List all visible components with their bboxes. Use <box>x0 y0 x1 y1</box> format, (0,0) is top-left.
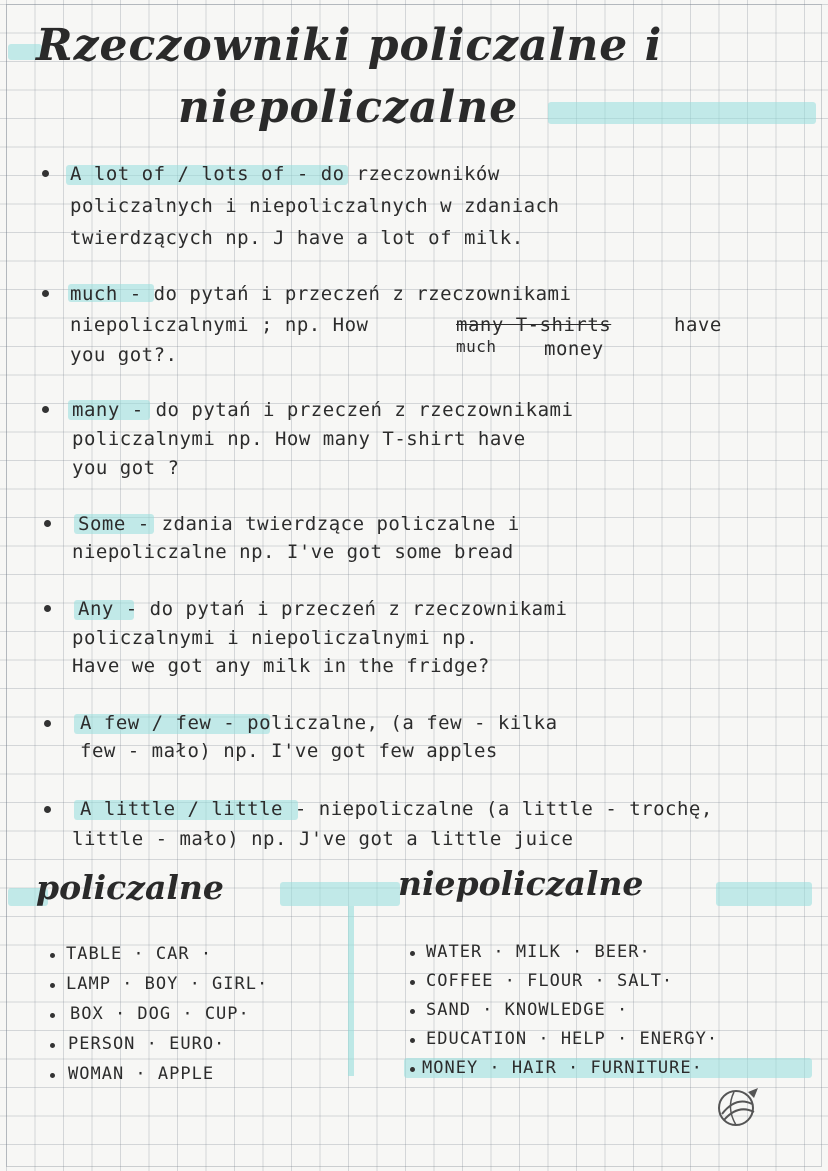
countable-row-3: BOX · DOG · CUP· <box>70 1004 250 1024</box>
rule-3-line-1: many - do pytań i przeczeń z rzeczownikami <box>72 399 574 421</box>
bullet-icon <box>410 951 415 956</box>
header-highlight-right <box>716 882 812 906</box>
bullet-icon <box>410 980 415 985</box>
bullet-icon <box>410 1067 415 1072</box>
uncountable-row-2: COFFEE · FLOUR · SALT· <box>426 971 674 991</box>
rule-4-line-1: Some - zdania twierdzące policzalne i <box>78 513 520 535</box>
rule-1-line-1: A lot of / lots of - do rzeczowników <box>70 163 500 185</box>
rule-2-line-2: niepoliczalnymi ; np. How <box>70 314 369 336</box>
rule-6-line-1: A few / few - policzalne, (a few - kilka <box>80 712 558 734</box>
bullet-icon <box>50 1013 55 1018</box>
uncountable-row-5: MONEY · HAIR · FURNITURE· <box>422 1058 703 1078</box>
globe-logo-icon <box>712 1084 762 1130</box>
bullet-icon <box>50 983 55 988</box>
page-title-line-2: niepoliczalne <box>178 82 519 133</box>
rule-1-line-3: twierdzących np. J have a lot of milk. <box>70 227 524 249</box>
bullet-icon <box>44 520 51 527</box>
header-highlight-mid <box>280 882 400 906</box>
rule-2-line-3: you got?. <box>70 344 178 366</box>
uncountable-row-3: SAND · KNOWLEDGE · <box>426 1000 629 1020</box>
rule-3-line-2: policzalnymi np. How many T-shirt have <box>72 428 526 450</box>
bullet-icon <box>44 605 51 612</box>
uncountable-header: niepoliczalne <box>398 864 644 903</box>
rule-6-line-2: few - mało) np. I've got few apples <box>80 740 498 762</box>
page-title-line-1: Rzeczowniki policzalne i <box>36 20 663 71</box>
bullet-icon <box>42 170 49 177</box>
column-divider <box>348 906 354 1076</box>
bullet-icon <box>44 720 51 727</box>
countable-row-5: WOMAN · APPLE <box>68 1064 215 1084</box>
bullet-icon <box>50 953 55 958</box>
rule-2-after-struck: have <box>674 314 722 336</box>
bullet-icon <box>50 1073 55 1078</box>
countable-header: policzalne <box>36 868 224 907</box>
rule-2-correction-2: money <box>544 338 604 360</box>
title-highlight-right <box>548 102 816 124</box>
bullet-icon <box>42 290 49 297</box>
countable-row-2: LAMP · BOY · GIRL· <box>66 974 269 994</box>
rule-5-line-3: Have we got any milk in the fridge? <box>72 655 490 677</box>
rule-2-line-1: much - do pytań i przeczeń z rzeczownikami <box>70 283 572 305</box>
rule-5-line-1: Any - do pytań i przeczeń z rzeczownikami <box>78 598 568 620</box>
bullet-icon <box>410 1038 415 1043</box>
bullet-icon <box>42 406 49 413</box>
bullet-icon <box>50 1043 55 1048</box>
bullet-icon <box>410 1009 415 1014</box>
countable-row-4: PERSON · EURO· <box>68 1034 226 1054</box>
countable-row-1: TABLE · CAR · <box>66 944 213 964</box>
uncountable-row-1: WATER · MILK · BEER· <box>426 942 651 962</box>
rule-4-line-2: niepoliczalne np. I've got some bread <box>72 541 514 563</box>
rule-1-line-2: policzalnych i niepoliczalnych w zdaniach <box>70 195 560 217</box>
bullet-icon <box>44 806 51 813</box>
rule-7-line-1: A little / little - niepoliczalne (a little - trochę, <box>80 798 713 820</box>
rule-2-struck-text: many T-shirts <box>456 314 612 336</box>
rule-2-correction-1: much <box>456 337 497 356</box>
rule-7-line-2: little - mało) np. J've got a little juice <box>72 828 574 850</box>
uncountable-row-4: EDUCATION · HELP · ENERGY· <box>426 1029 719 1049</box>
rule-3-line-3: you got ? <box>72 457 180 479</box>
rule-5-line-2: policzalnymi i niepoliczalnymi np. <box>72 627 478 649</box>
